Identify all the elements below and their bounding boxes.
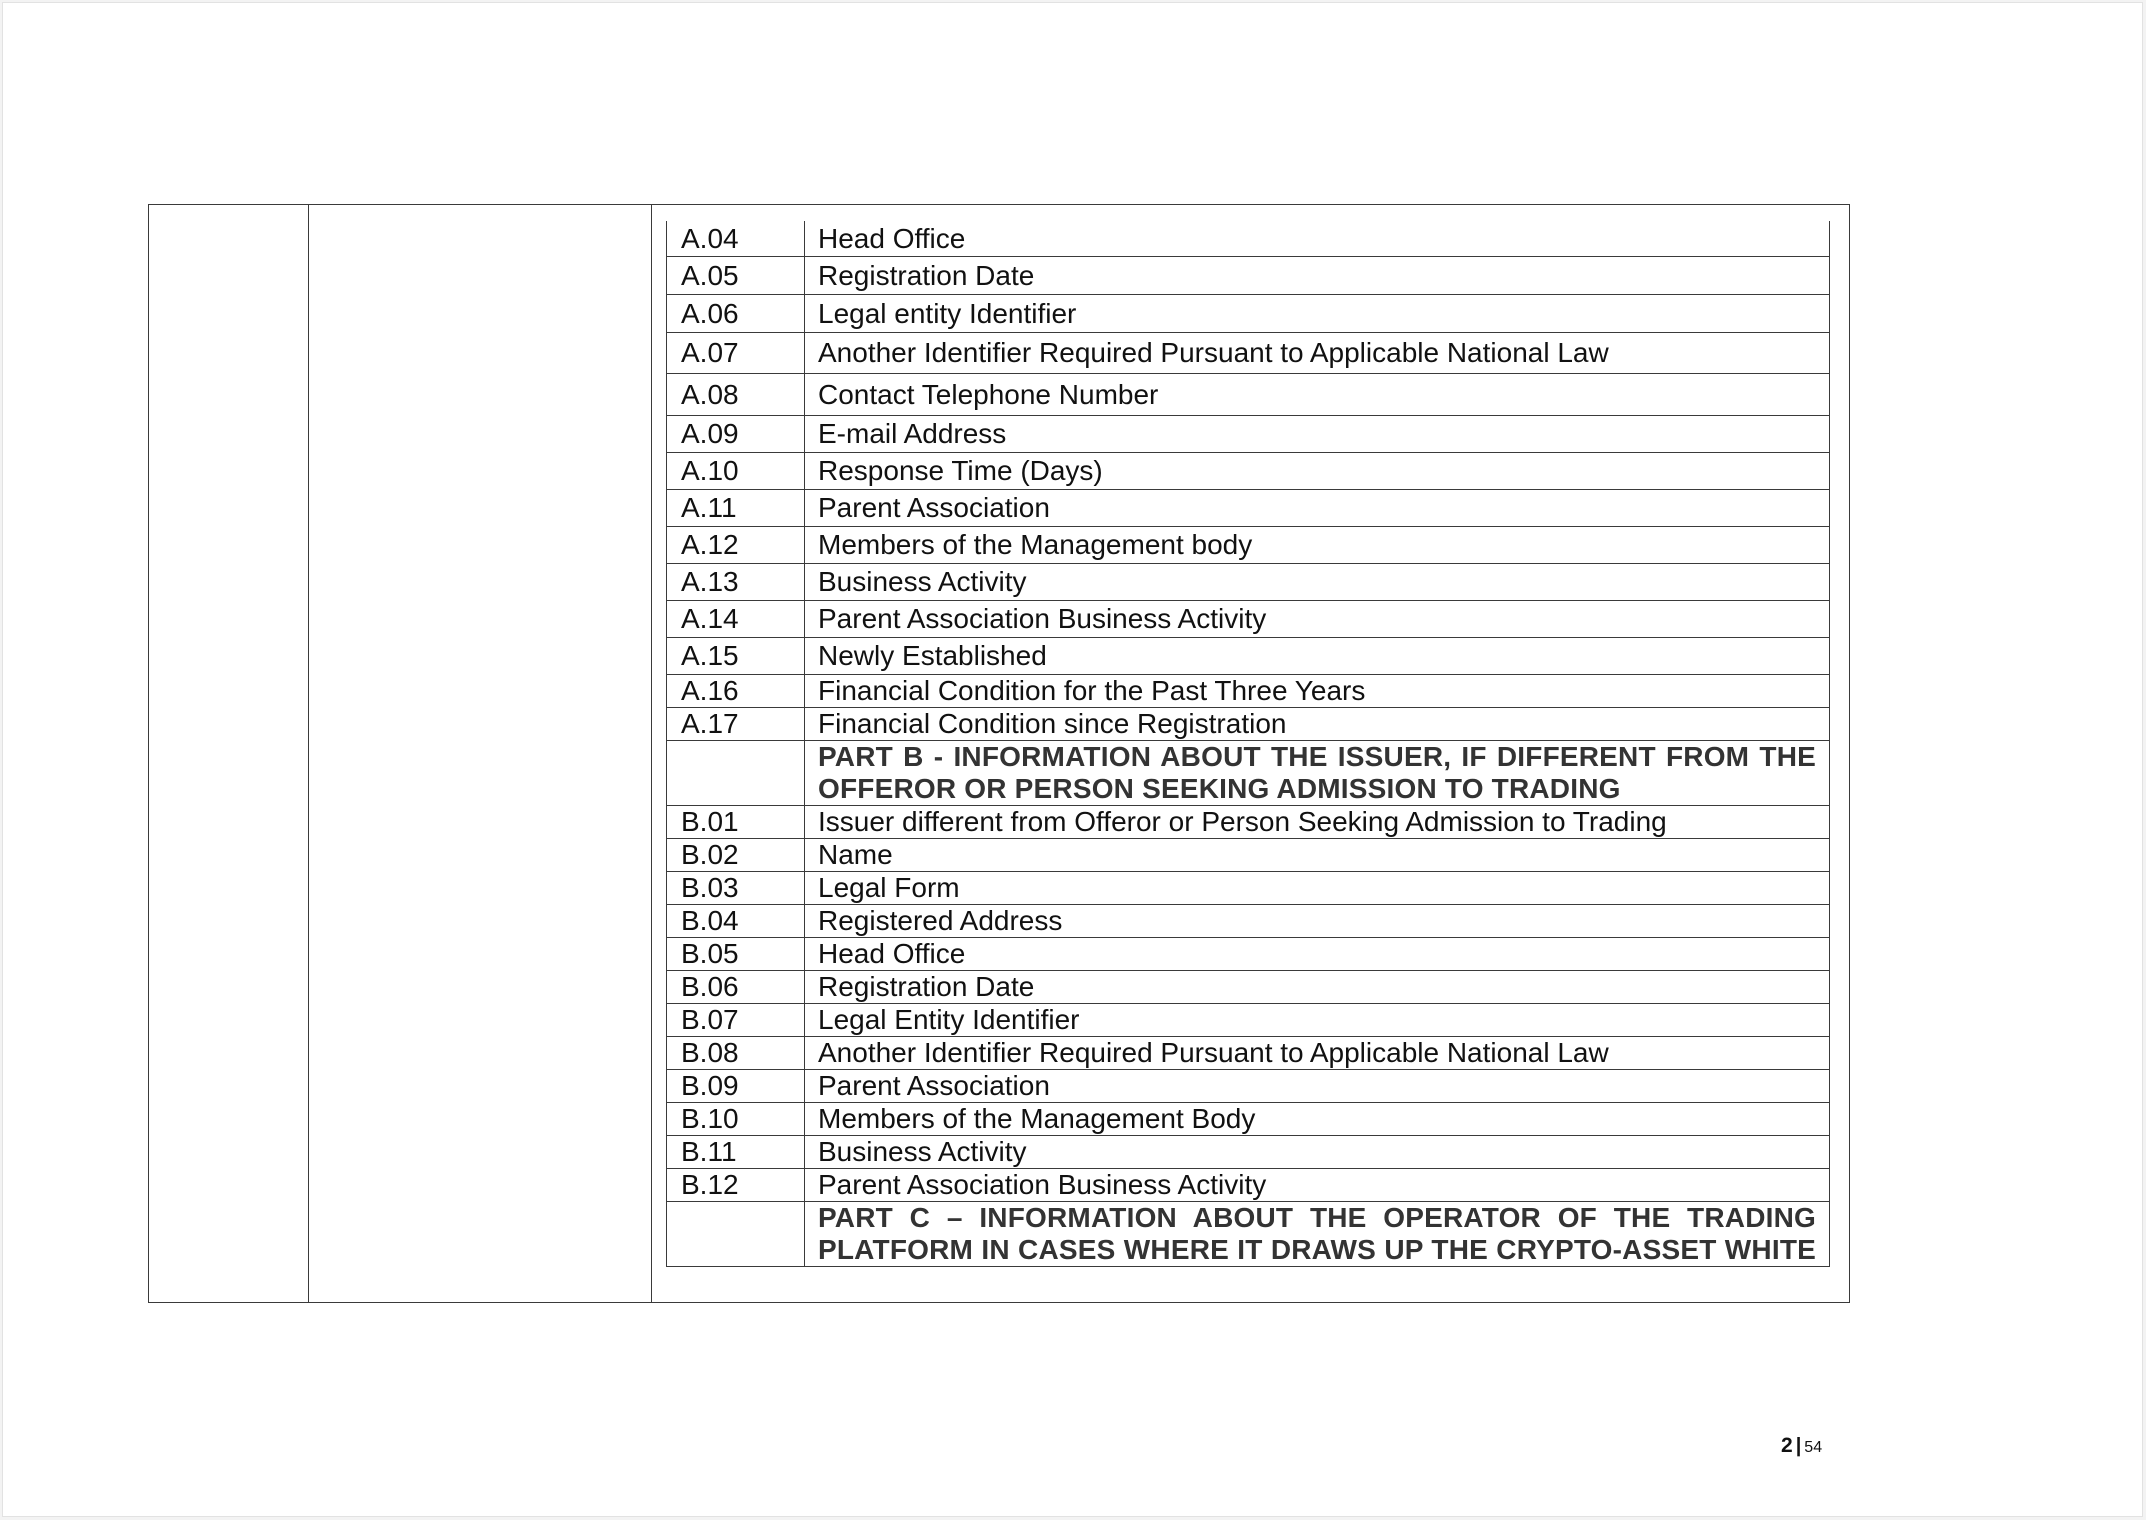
- field-code: A.09: [667, 415, 805, 452]
- field-label: Registered Address: [805, 904, 1830, 937]
- table-row: [667, 563, 1830, 600]
- field-code: A.10: [667, 452, 805, 489]
- table-row: [667, 838, 1830, 871]
- field-label: Head Office: [805, 221, 1830, 256]
- part-heading-row: [667, 1201, 1830, 1266]
- table-row: [667, 674, 1830, 707]
- field-code: B.10: [667, 1102, 805, 1135]
- table-row: [667, 1135, 1830, 1168]
- field-code: [667, 740, 805, 805]
- table-row: [667, 805, 1830, 838]
- table-row: [667, 452, 1830, 489]
- page-footer: [1781, 1434, 1822, 1458]
- field-label: Issuer different from Offeror or Person Seeking Admission to Trading: [805, 805, 1830, 838]
- field-code: B.01: [667, 805, 805, 838]
- field-label: Members of the Management Body: [805, 1102, 1830, 1135]
- table-row: [667, 294, 1830, 332]
- field-label: Parent Association Business Activity: [805, 1168, 1830, 1201]
- table-row: [667, 1102, 1830, 1135]
- field-code: A.11: [667, 489, 805, 526]
- field-label: Parent Association: [805, 489, 1830, 526]
- field-code: A.07: [667, 332, 805, 373]
- table-row: [667, 1069, 1830, 1102]
- field-code: A.05: [667, 256, 805, 294]
- table-row: [667, 871, 1830, 904]
- field-table: [666, 221, 1830, 1267]
- field-code: [667, 1201, 805, 1266]
- field-code: B.04: [667, 904, 805, 937]
- part-heading: PART B - INFORMATION ABOUT THE ISSUER, IF DIFFERENT FROM THE OFFEROR OR PERSON SEEKING ADMISSION TO TRADING: [805, 740, 1830, 805]
- field-label: Parent Association: [805, 1069, 1830, 1102]
- table-row: [667, 373, 1830, 415]
- field-code: A.15: [667, 637, 805, 674]
- field-label: Contact Telephone Number: [805, 373, 1830, 415]
- field-code: B.09: [667, 1069, 805, 1102]
- page-separator: |: [1795, 1435, 1802, 1457]
- field-code: A.16: [667, 674, 805, 707]
- field-code: B.07: [667, 1003, 805, 1036]
- table-row: [667, 937, 1830, 970]
- outer-table: [148, 204, 1850, 1303]
- table-row: [667, 970, 1830, 1003]
- field-label: Another Identifier Required Pursuant to Applicable National Law: [805, 1036, 1830, 1069]
- field-label: Registration Date: [805, 256, 1830, 294]
- column-divider: [651, 205, 652, 1302]
- field-code: A.08: [667, 373, 805, 415]
- table-row: [667, 637, 1830, 674]
- field-code: A.04: [667, 221, 805, 256]
- field-label: Financial Condition for the Past Three Years: [805, 674, 1830, 707]
- column-divider: [308, 205, 309, 1302]
- table-row: [667, 415, 1830, 452]
- field-code: A.17: [667, 707, 805, 740]
- field-label: Business Activity: [805, 563, 1830, 600]
- table-row: [667, 526, 1830, 563]
- field-label: Legal entity Identifier: [805, 294, 1830, 332]
- table-row: [667, 1003, 1830, 1036]
- field-label: E-mail Address: [805, 415, 1830, 452]
- table-row: [667, 600, 1830, 637]
- table-row: [667, 1036, 1830, 1069]
- total-pages: 54: [1804, 1439, 1823, 1456]
- table-row: [667, 904, 1830, 937]
- table-row: [667, 707, 1830, 740]
- field-code: B.06: [667, 970, 805, 1003]
- table-row: [667, 1168, 1830, 1201]
- table-row: [667, 256, 1830, 294]
- field-code: A.14: [667, 600, 805, 637]
- table-row: [667, 489, 1830, 526]
- field-label: Newly Established: [805, 637, 1830, 674]
- field-label: Financial Condition since Registration: [805, 707, 1830, 740]
- field-code: B.02: [667, 838, 805, 871]
- field-label: Registration Date: [805, 970, 1830, 1003]
- page-number: 2: [1781, 1434, 1793, 1457]
- field-label: Response Time (Days): [805, 452, 1830, 489]
- field-label: Another Identifier Required Pursuant to Applicable National Law: [805, 332, 1830, 373]
- field-label: Legal Form: [805, 871, 1830, 904]
- field-code: B.12: [667, 1168, 805, 1201]
- field-code: B.03: [667, 871, 805, 904]
- field-label: Members of the Management body: [805, 526, 1830, 563]
- field-label: Name: [805, 838, 1830, 871]
- field-label: Head Office: [805, 937, 1830, 970]
- table-row: [667, 221, 1830, 256]
- field-label: Legal Entity Identifier: [805, 1003, 1830, 1036]
- field-label: Parent Association Business Activity: [805, 600, 1830, 637]
- field-label: Business Activity: [805, 1135, 1830, 1168]
- field-code: A.06: [667, 294, 805, 332]
- field-code: B.11: [667, 1135, 805, 1168]
- field-code: B.05: [667, 937, 805, 970]
- part-heading-row: [667, 740, 1830, 805]
- part-heading: PART C – INFORMATION ABOUT THE OPERATOR OF THE TRADING PLATFORM IN CASES WHERE IT DRAWS UP THE CRYPTO-ASSET WHITE: [805, 1201, 1830, 1266]
- table-row: [667, 332, 1830, 373]
- field-code: B.08: [667, 1036, 805, 1069]
- document-page: [2, 2, 2143, 1517]
- field-code: A.13: [667, 563, 805, 600]
- field-code: A.12: [667, 526, 805, 563]
